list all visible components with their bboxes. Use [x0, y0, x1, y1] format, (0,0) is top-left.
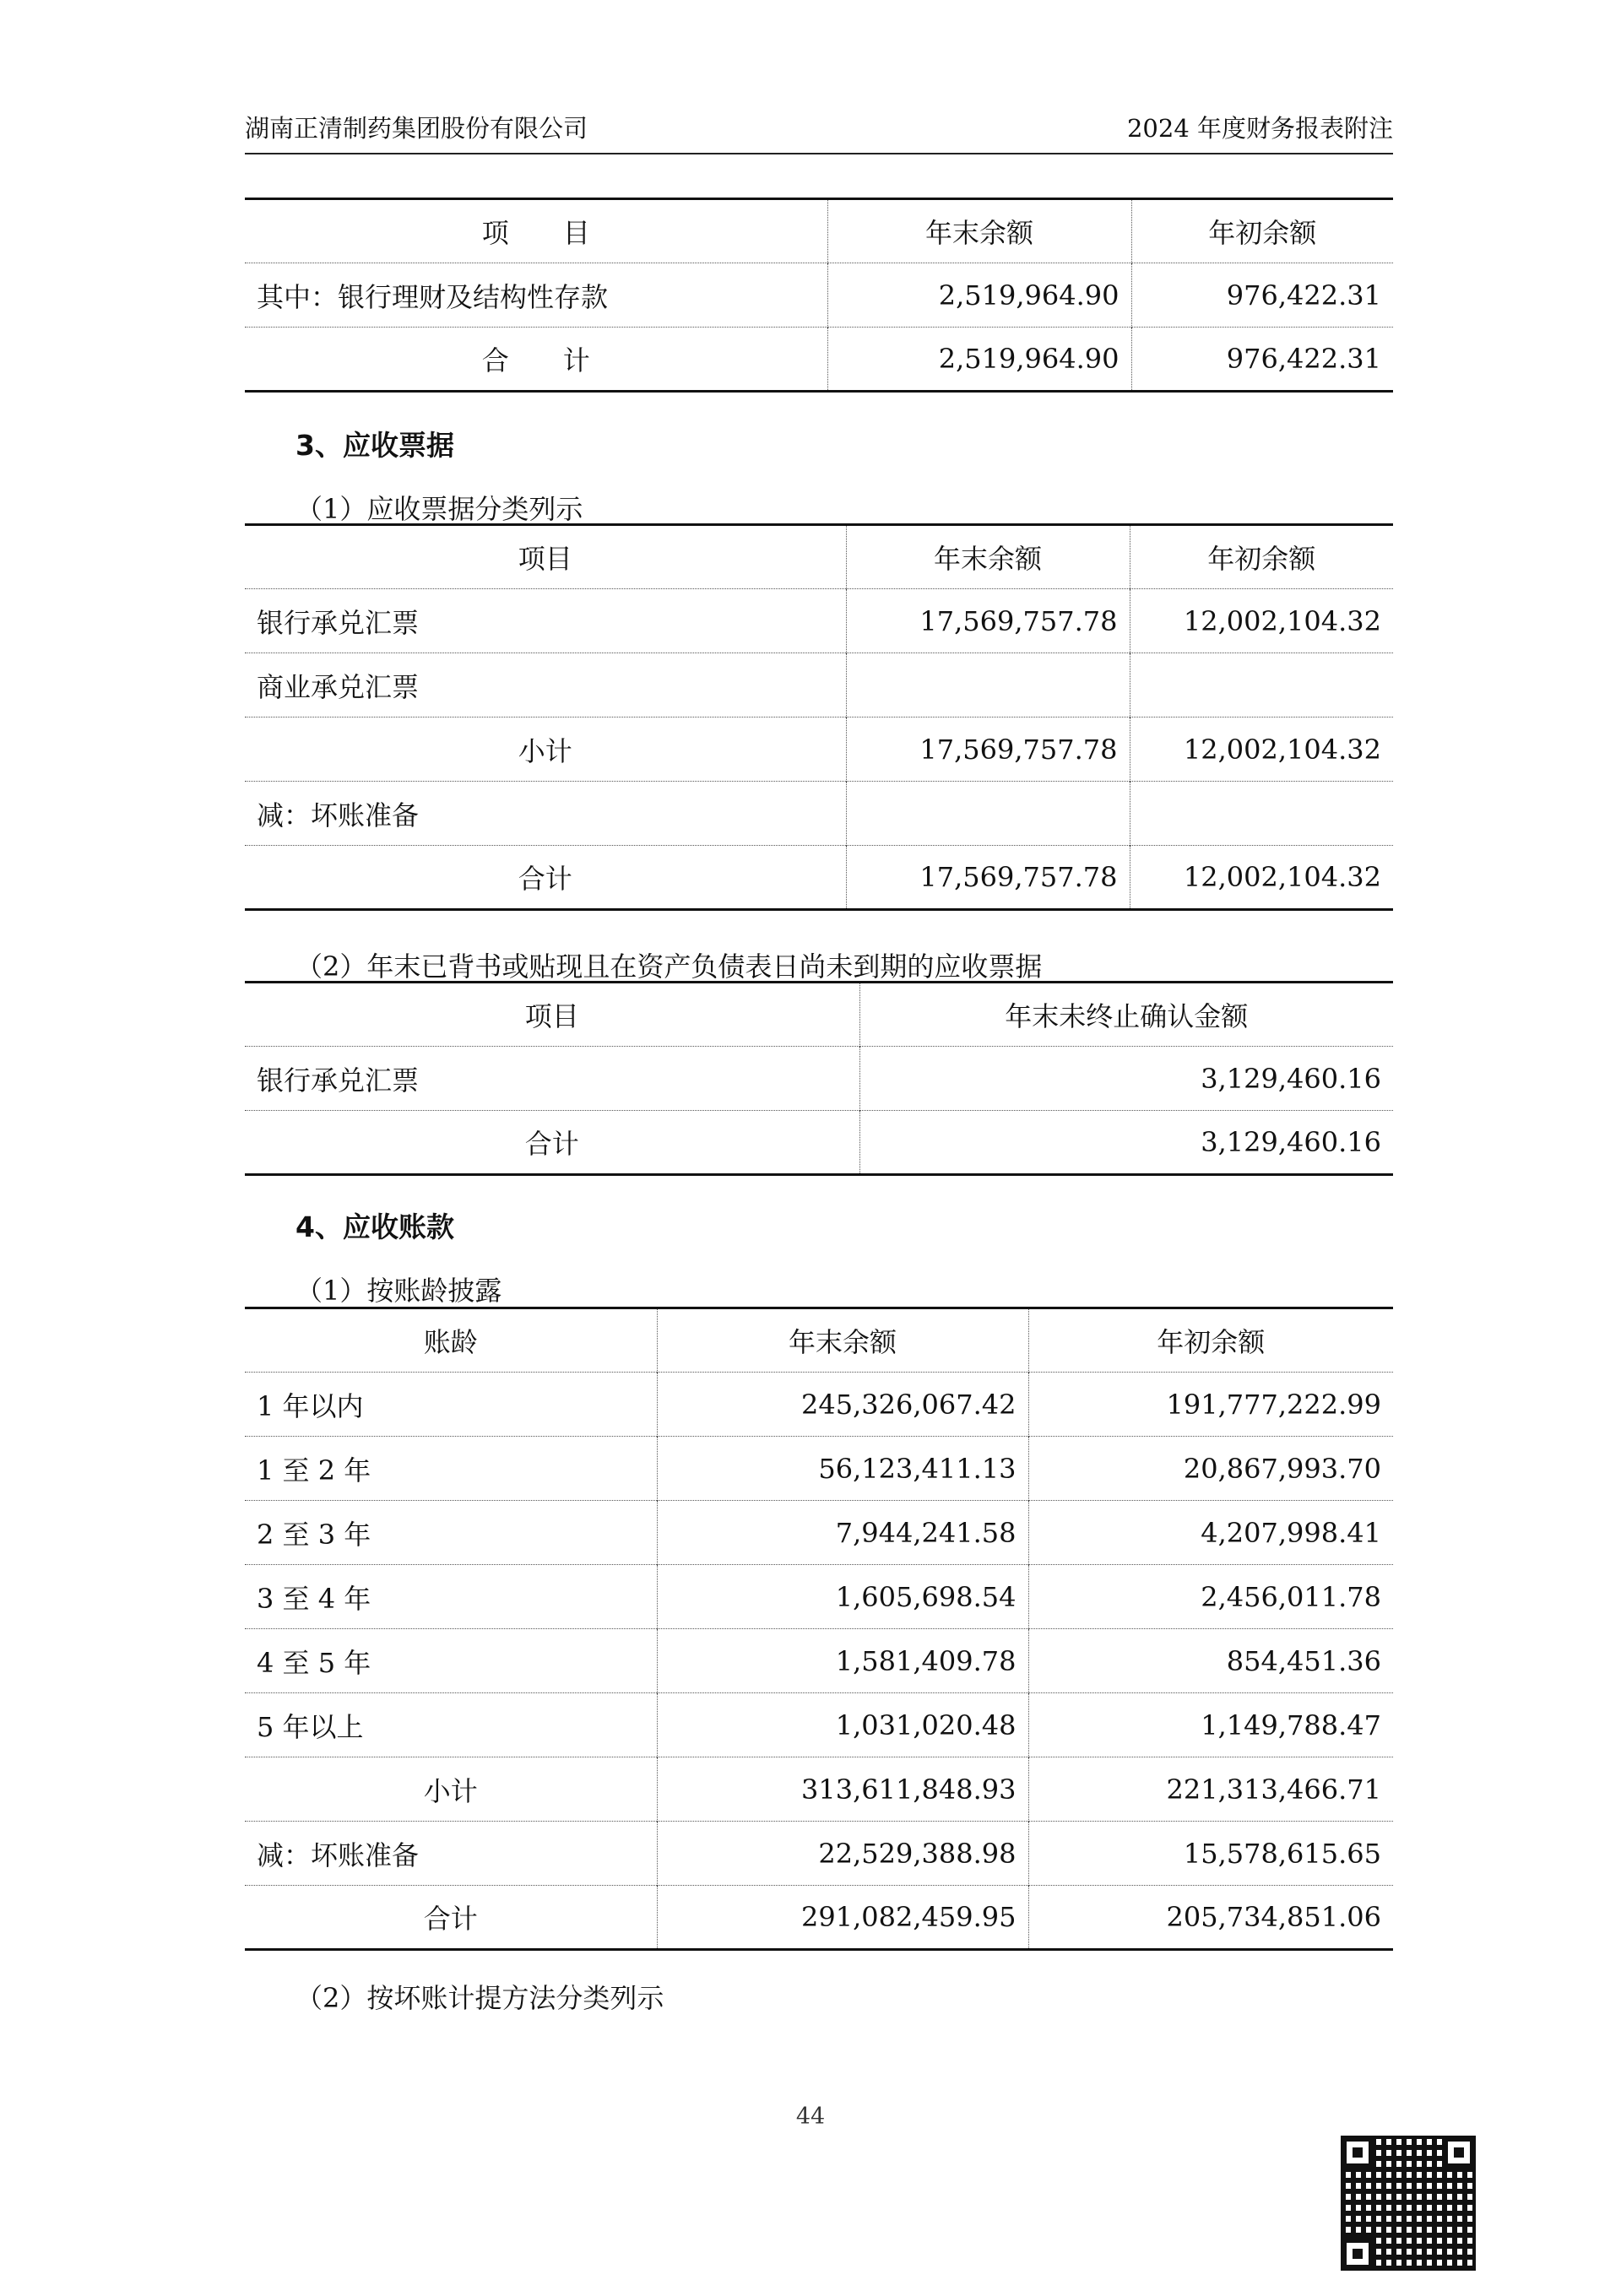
begin-balance-cell: 12,002,104.32: [1130, 589, 1393, 653]
row-label: 银行承兑汇票: [245, 1047, 859, 1111]
table-row: [245, 782, 1393, 846]
begin-balance-cell: 191,777,222.99: [1028, 1373, 1393, 1437]
section-3-subtitle-1: （1）应收票据分类列示: [295, 493, 583, 525]
end-balance-cell: 1,581,409.78: [657, 1629, 1028, 1693]
table-row: [245, 653, 1393, 718]
row-label: 合计: [245, 846, 846, 910]
qr-finder-pattern: [1341, 2136, 1374, 2169]
table-header-row: [245, 1308, 1393, 1373]
row-label: 合 计: [245, 328, 827, 392]
aging-table: [245, 1307, 1393, 1951]
row-label: 小计: [245, 718, 846, 782]
table-row: [245, 1437, 1393, 1501]
notes-receivable-table: [245, 523, 1393, 911]
row-label: 3 至 4 年: [245, 1565, 657, 1629]
end-balance-cell: 1,605,698.54: [657, 1565, 1028, 1629]
table-row: [245, 589, 1393, 653]
row-label: 2 至 3 年: [245, 1501, 657, 1565]
begin-balance-cell: [1130, 653, 1393, 718]
header-cell: 年初余额: [1130, 525, 1393, 589]
section-3-subtitle-2: （2）年末已背书或贴现且在资产负债表日尚未到期的应收票据: [295, 950, 1043, 983]
table-row: [245, 1629, 1393, 1693]
end-balance-cell: [846, 653, 1130, 718]
table-row: [245, 718, 1393, 782]
qr-finder-pattern: [1341, 2237, 1374, 2271]
table-row: [245, 846, 1393, 910]
begin-balance-cell: 221,313,466.71: [1028, 1757, 1393, 1822]
section-3-title: 3、应收票据: [295, 429, 454, 462]
begin-balance-cell: 854,451.36: [1028, 1629, 1393, 1693]
begin-balance-cell: 20,867,993.70: [1028, 1437, 1393, 1501]
end-balance-cell: 291,082,459.95: [657, 1886, 1028, 1950]
header-cell: 年末余额: [657, 1308, 1028, 1373]
header-cell: 年初余额: [1028, 1308, 1393, 1373]
end-balance-cell: 245,326,067.42: [657, 1373, 1028, 1437]
begin-balance-cell: 4,207,998.41: [1028, 1501, 1393, 1565]
page-number: 44: [795, 2104, 826, 2130]
begin-balance-cell: 976,422.31: [1131, 328, 1393, 392]
table-header-row: [245, 199, 1393, 263]
row-label: 银行承兑汇票: [245, 589, 846, 653]
endorsed-notes-table: [245, 981, 1393, 1176]
table-row: [245, 1822, 1393, 1886]
begin-balance-cell: [1130, 782, 1393, 846]
row-label: 小计: [245, 1757, 657, 1822]
row-label: 商业承兑汇票: [245, 653, 846, 718]
table-row: [245, 1047, 1393, 1111]
section-4-title: 4、应收账款: [295, 1210, 454, 1243]
row-label: 1 至 2 年: [245, 1437, 657, 1501]
row-label: 5 年以上: [245, 1693, 657, 1757]
begin-balance-cell: 15,578,615.65: [1028, 1822, 1393, 1886]
table-row: [245, 1757, 1393, 1822]
end-balance-cell: 17,569,757.78: [846, 846, 1130, 910]
begin-balance-cell: 976,422.31: [1131, 263, 1393, 328]
header-rule: [245, 153, 1393, 154]
header-cell: 年初余额: [1131, 199, 1393, 263]
row-label: 4 至 5 年: [245, 1629, 657, 1693]
begin-balance-cell: 12,002,104.32: [1130, 718, 1393, 782]
table-row: [245, 1501, 1393, 1565]
financial-assets-table: [245, 198, 1393, 393]
section-4-subtitle-1: （1）按账龄披露: [295, 1275, 502, 1307]
table-row: [245, 263, 1393, 328]
begin-balance-cell: 205,734,851.06: [1028, 1886, 1393, 1950]
table-header-row: [245, 525, 1393, 589]
table-row: [245, 1373, 1393, 1437]
row-label: 合计: [245, 1111, 859, 1175]
table-row: [245, 328, 1393, 392]
amount-cell: 3,129,460.16: [859, 1047, 1393, 1111]
end-balance-cell: 22,529,388.98: [657, 1822, 1028, 1886]
row-label: 减：坏账准备: [245, 1822, 657, 1886]
qr-code-icon: [1341, 2136, 1476, 2271]
table-row: [245, 1693, 1393, 1757]
header-cell: 年末余额: [846, 525, 1130, 589]
header-cell: 项目: [245, 525, 846, 589]
end-balance-cell: 17,569,757.78: [846, 589, 1130, 653]
qr-finder-pattern: [1442, 2136, 1476, 2169]
begin-balance-cell: 12,002,104.32: [1130, 846, 1393, 910]
end-balance-cell: [846, 782, 1130, 846]
table-row: [245, 1886, 1393, 1950]
table-header-row: [245, 983, 1393, 1047]
end-balance-cell: 1,031,020.48: [657, 1693, 1028, 1757]
table-row: [245, 1565, 1393, 1629]
header-cell: 项目: [245, 983, 859, 1047]
end-balance-cell: 2,519,964.90: [827, 328, 1131, 392]
end-balance-cell: 56,123,411.13: [657, 1437, 1028, 1501]
row-label: 1 年以内: [245, 1373, 657, 1437]
row-label: 合计: [245, 1886, 657, 1950]
report-title: 2024 年度财务报表附注: [1126, 114, 1393, 143]
row-label: 其中：银行理财及结构性存款: [245, 263, 827, 328]
end-balance-cell: 313,611,848.93: [657, 1757, 1028, 1822]
page-header: [245, 110, 1393, 154]
section-4-subtitle-2: （2）按坏账计提方法分类列示: [295, 1982, 664, 2014]
table-row: [245, 1111, 1393, 1175]
header-cell: 账龄: [245, 1308, 657, 1373]
begin-balance-cell: 2,456,011.78: [1028, 1565, 1393, 1629]
end-balance-cell: 2,519,964.90: [827, 263, 1131, 328]
header-cell: 年末余额: [827, 199, 1131, 263]
company-name: 湖南正清制药集团股份有限公司: [245, 114, 588, 143]
row-label: 减：坏账准备: [245, 782, 846, 846]
header-cell: 项 目: [245, 199, 827, 263]
header-cell: 年末未终止确认金额: [859, 983, 1393, 1047]
end-balance-cell: 17,569,757.78: [846, 718, 1130, 782]
begin-balance-cell: 1,149,788.47: [1028, 1693, 1393, 1757]
amount-cell: 3,129,460.16: [859, 1111, 1393, 1175]
end-balance-cell: 7,944,241.58: [657, 1501, 1028, 1565]
